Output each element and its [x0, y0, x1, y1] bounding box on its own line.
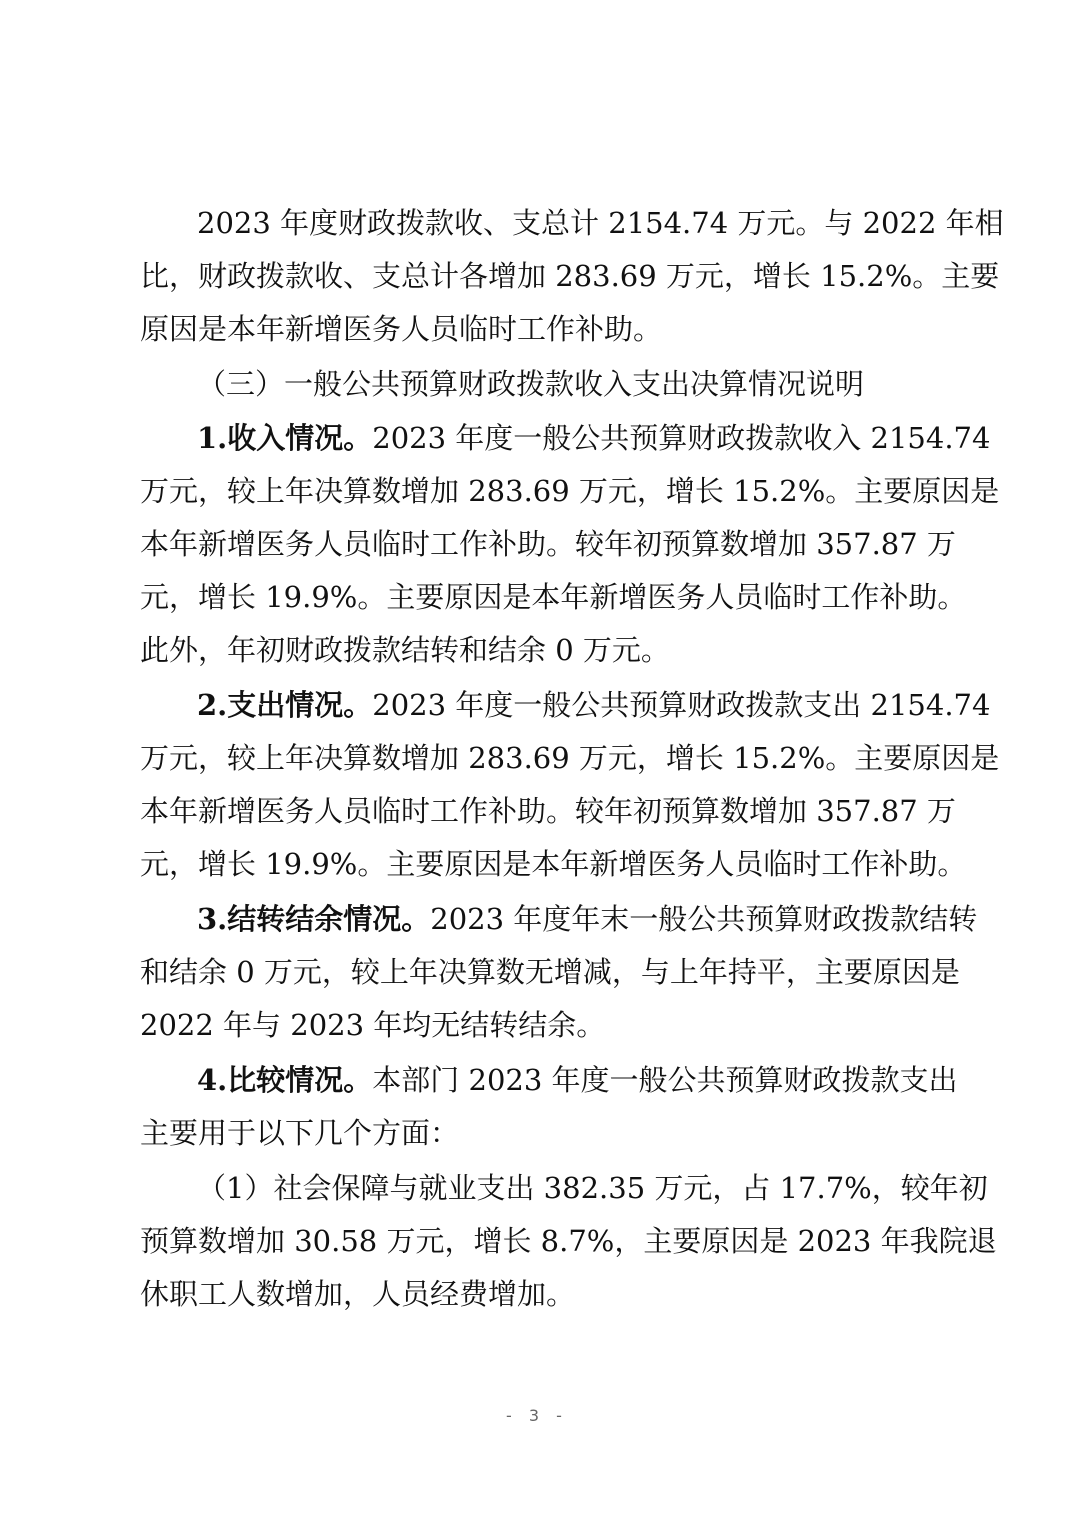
comparison-line-2: 主要用于以下几个方面：	[140, 1116, 460, 1150]
income-line-1	[197, 418, 991, 458]
item1-line-2: 预算数增加 30.58 万元，增长 8.7%，主要原因是 2023 年我院退	[140, 1224, 997, 1258]
carryover-label: 3.结转结余情况。	[197, 902, 431, 936]
income-line-4: 元，增长 19.9%。主要原因是本年新增医务人员临时工作补助。	[140, 580, 967, 614]
item1-line-1: （1）社会保障与就业支出 382.35 万元，占 17.7%，较年初	[197, 1171, 988, 1205]
expenditure-line-1	[197, 685, 991, 725]
carryover-line-2: 和结余 0 万元，较上年决算数无增减，与上年持平，主要原因是	[140, 955, 960, 989]
comparison-label: 4.比较情况。	[197, 1063, 373, 1097]
expenditure-line-1-text: 2023 年度一般公共预算财政拨款支出 2154.74	[372, 688, 991, 722]
income-line-3: 本年新增医务人员临时工作补助。较年初预算数增加 357.87 万	[140, 527, 956, 561]
p1-line-2: 比，财政拨款收、支总计各增加 283.69 万元，增长 15.2%。主要	[140, 259, 1000, 293]
income-line-2: 万元，较上年决算数增加 283.69 万元，增长 15.2%。主要原因是	[140, 474, 1000, 508]
expenditure-line-3: 本年新增医务人员临时工作补助。较年初预算数增加 357.87 万	[140, 794, 956, 828]
carryover-line-1	[197, 899, 978, 939]
comparison-line-1-text: 本部门 2023 年度一般公共预算财政拨款支出	[372, 1063, 958, 1097]
expenditure-line-4: 元，增长 19.9%。主要原因是本年新增医务人员临时工作补助。	[140, 847, 967, 881]
expenditure-label: 2.支出情况。	[197, 688, 373, 722]
item1-line-3: 休职工人数增加，人员经费增加。	[140, 1277, 576, 1311]
carryover-line-3: 2022 年与 2023 年均无结转结余。	[140, 1008, 606, 1042]
income-line-5: 此外，年初财政拨款结转和结余 0 万元。	[140, 633, 670, 667]
page-number: - 3 -	[506, 1406, 568, 1425]
p1-line-1: 2023 年度财政拨款收、支总计 2154.74 万元。与 2022 年相	[197, 206, 1004, 240]
income-label: 1.收入情况。	[197, 421, 373, 455]
comparison-line-1	[197, 1060, 958, 1100]
carryover-line-1-text: 2023 年度年末一般公共预算财政拨款结转	[430, 902, 978, 936]
income-line-1-text: 2023 年度一般公共预算财政拨款收入 2154.74	[372, 421, 991, 455]
p1-line-3: 原因是本年新增医务人员临时工作补助。	[140, 312, 663, 346]
section-heading-3: （三）一般公共预算财政拨款收入支出决算情况说明	[197, 367, 865, 401]
expenditure-line-2: 万元，较上年决算数增加 283.69 万元，增长 15.2%。主要原因是	[140, 741, 1000, 775]
